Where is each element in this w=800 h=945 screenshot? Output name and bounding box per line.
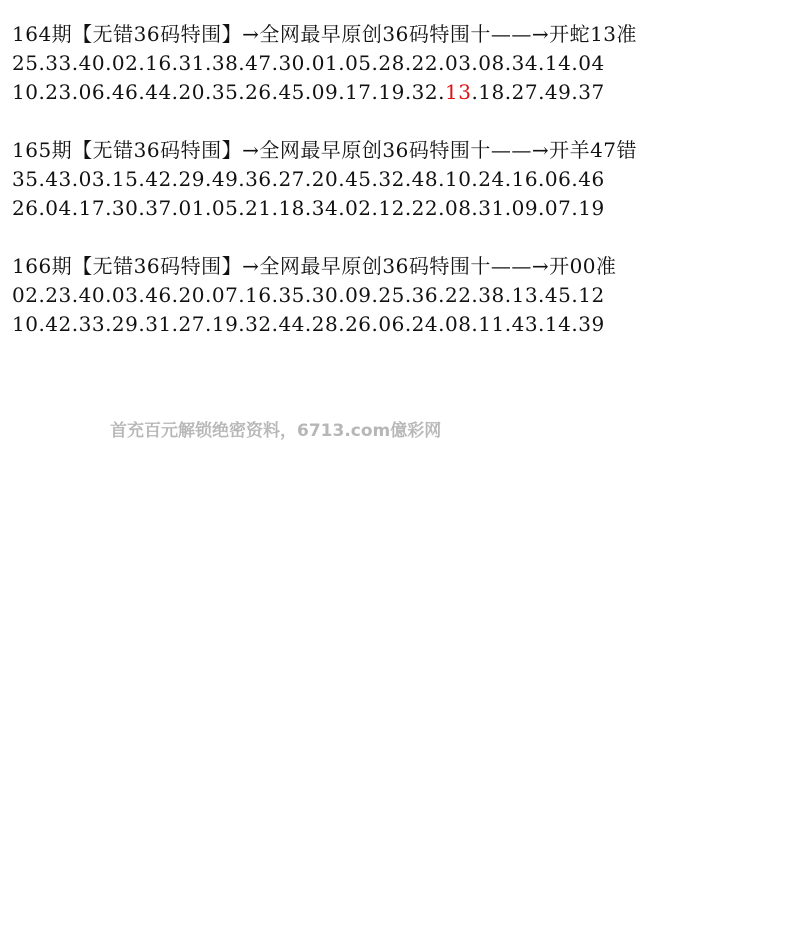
number-row: 26.04.17.30.37.01.05.21.18.34.02.12.22.08.31.09.07.19 — [12, 196, 605, 220]
number-row: 10.42.33.29.31.27.19.32.44.28.26.06.24.08.11.43.14.39 — [12, 312, 605, 336]
section-165 — [12, 136, 792, 223]
number-row — [12, 78, 792, 107]
section-164 — [12, 20, 792, 107]
number-row-part: .18.27.49.37 — [471, 80, 605, 104]
section-header: 165期【无错36码特围】→全网最早原创36码特围十——→开羊47错 — [12, 138, 638, 162]
number-row-part: 10.23.06.46.44.20.35.26.45.09.17.19.32. — [12, 80, 445, 104]
section-header: 164期【无错36码特围】→全网最早原创36码特围十——→开蛇13准 — [12, 22, 638, 46]
section-166 — [12, 252, 792, 339]
number-row: 35.43.03.15.42.29.49.36.27.20.45.32.48.10.24.16.06.46 — [12, 167, 605, 191]
section-header: 166期【无错36码特围】→全网最早原创36码特围十——→开00准 — [12, 254, 617, 278]
watermark-text: 首充百元解锁绝密资料，6713.com億彩网 — [110, 421, 442, 441]
prediction-list — [12, 20, 792, 368]
number-row: 25.33.40.02.16.31.38.47.30.01.05.28.22.03.08.34.14.04 — [12, 51, 605, 75]
number-row: 02.23.40.03.46.20.07.16.35.30.09.25.36.22.38.13.45.12 — [12, 283, 605, 307]
highlighted-number: 13 — [445, 80, 472, 104]
